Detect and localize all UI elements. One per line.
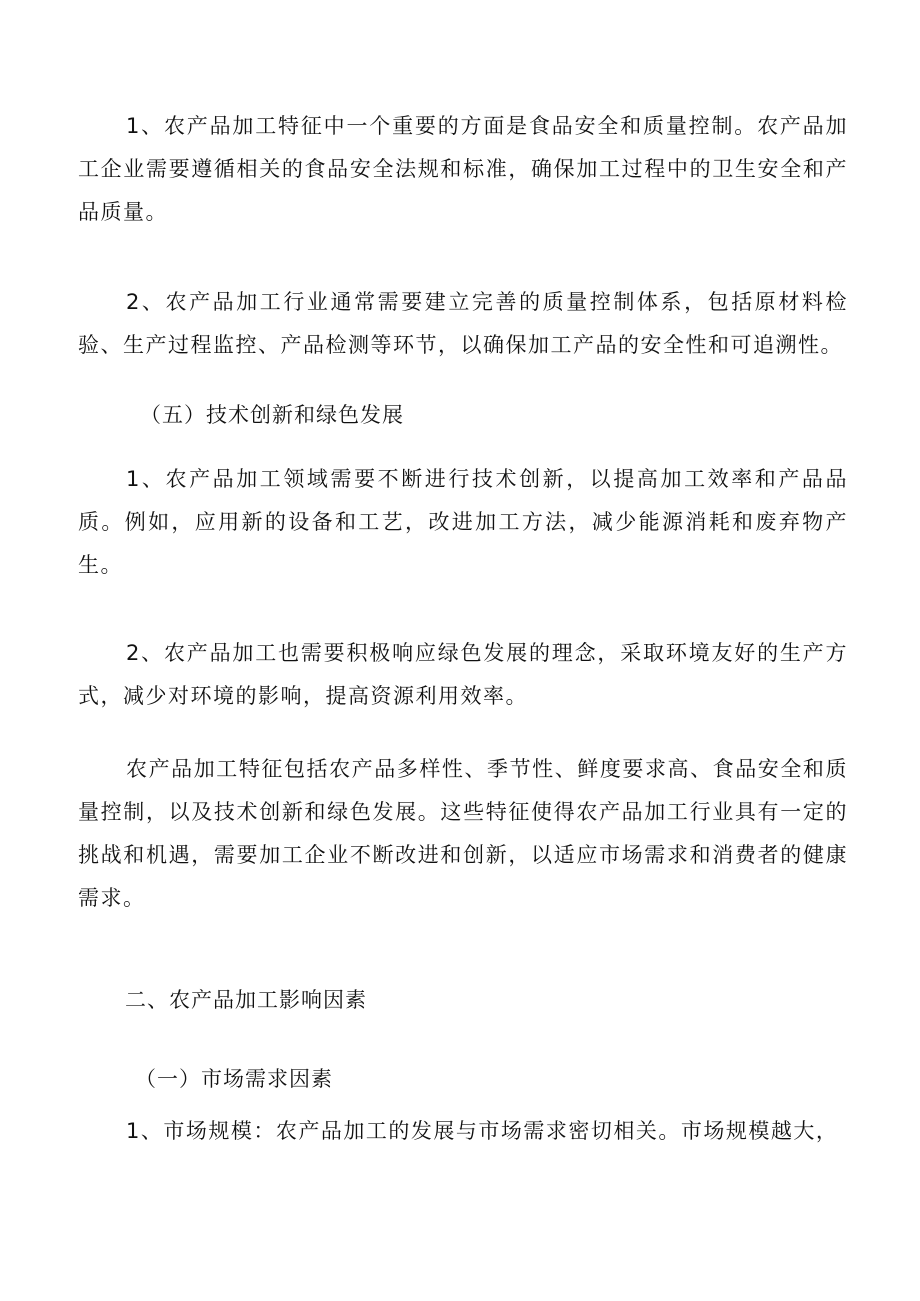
paragraph-food-safety: 1、农产品加工特征中一个重要的方面是食品安全和质量控制。农产品加工企业需要遵循相关的食品安全法规和标准，确保加工过程中的卫生安全和产品质量。 <box>78 114 848 224</box>
paragraph-tech-innovation: 1、农产品加工领域需要不断进行技术创新，以提高加工效率和产品品质。例如，应用新的设备和工艺，改进加工方法，减少能源消耗和废弃物产生。 <box>78 467 848 577</box>
heading-tech-innovation: （五）技术创新和绿色发展 <box>140 403 404 427</box>
section-heading-influence-factors: 二、农产品加工影响因素 <box>125 988 367 1012</box>
paragraph-quality-system: 2、农产品加工行业通常需要建立完善的质量控制体系，包括原材料检验、生产过程监控、产品检测等环节，以确保加工产品的安全性和可追溯性。 <box>78 290 848 357</box>
sub-heading-market-demand: （一）市场需求因素 <box>135 1067 333 1091</box>
paragraph-summary: 农产品加工特征包括农产品多样性、季节性、鲜度要求高、食品安全和质量控制，以及技术创新和绿色发展。这些特征使得农产品加工行业具有一定的挑战和机遇，需要加工企业不断改进和创新，以适应市场需求和消费者的健康需求。 <box>78 757 848 910</box>
paragraph-green-development: 2、农产品加工也需要积极响应绿色发展的理念，采取环境友好的生产方式，减少对环境的影响，提高资源利用效率。 <box>78 641 848 708</box>
paragraph-market-scale: 1、市场规模：农产品加工的发展与市场需求密切相关。市场规模越大， <box>126 1119 839 1143</box>
